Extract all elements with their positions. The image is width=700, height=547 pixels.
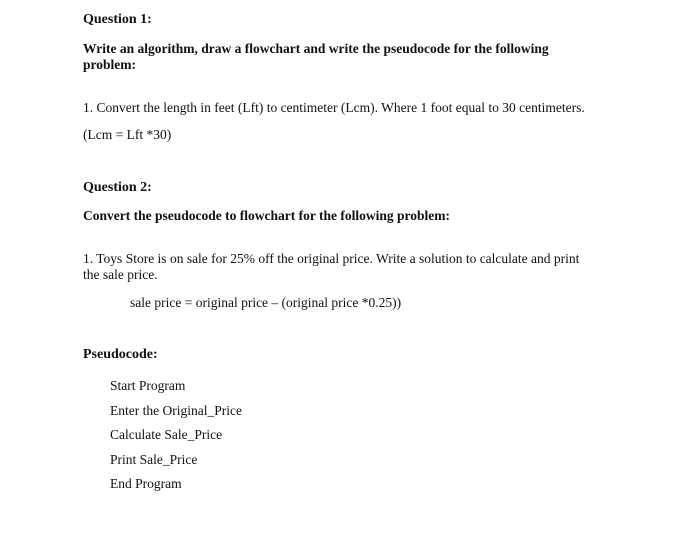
question-2-item-line-2: the sale price. <box>83 267 158 282</box>
pseudocode-step: Calculate Sale_Price <box>110 427 223 442</box>
question-2-heading: Question 2: <box>83 180 152 195</box>
question-1-title-line-1: Write an algorithm, draw a flowchart and write the pseudocode for the following <box>83 41 549 56</box>
question-2-formula: sale price = original price – (original price *0.25)) <box>130 295 402 310</box>
question-1-item: 1. Convert the length in feet (Lft) to centimeter (Lcm). Where 1 foot equal to 30 centimeters. <box>83 100 585 115</box>
pseudocode-step: Print Sale_Price <box>110 452 198 467</box>
pseudocode-step: End Program <box>110 476 182 491</box>
question-1-formula: (Lcm = Lft *30) <box>83 127 172 142</box>
pseudocode-step: Start Program <box>110 378 186 393</box>
question-2-title: Convert the pseudocode to flowchart for the following problem: <box>83 208 450 223</box>
question-1-heading: Question 1: <box>83 12 152 27</box>
pseudocode-heading: Pseudocode: <box>83 347 158 362</box>
question-2-item-line-1: 1. Toys Store is on sale for 25% off the original price. Write a solution to calculate and print <box>83 251 580 266</box>
question-1-title-line-2: problem: <box>83 57 136 72</box>
pseudocode-step: Enter the Original_Price <box>110 403 242 418</box>
